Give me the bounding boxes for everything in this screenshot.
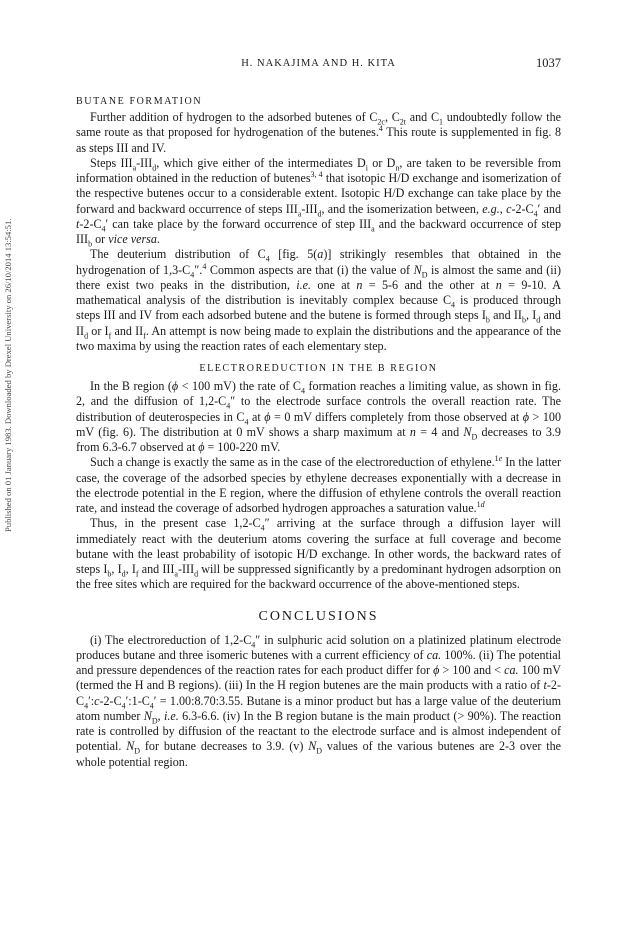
article-body bbox=[76, 96, 561, 770]
section-heading-butane: BUTANE FORMATION bbox=[76, 96, 203, 107]
download-watermark: Published on 01 January 1983. Downloaded by Drexel University on 26/10/2014 13:54:51. bbox=[3, 218, 13, 532]
paragraph: Steps $III_a-III_d$, which give either of the intermediates $D_i$ or $D_n$, are taken to be reversible from information obtained in the reduction of butenes$^{3, 4}$ that isotopic H/D exchange and isomerization of the respective butenes occur to a considerable extent. Isotopic H/D exchange can take place by the forward and backward occurrence of steps $III_a-III_d$, and the isomerization between, e.g., $c-2-C_4'$ and $t-2-C_4'$ can take place by the forward occurrence of step $III_a$ and the backward occurrence of step $III_b$ or vice versa. bbox=[76, 155, 562, 249]
paragraph: Thus, in the present case $1,2-C_4''$ arriving at the surface through a diffusion layer will immediately react with the deuterium atoms covering the surface at full coverage and become butane with the least probability of isotopic H/D exchange. In other words, the backward rates of steps $I_b$, $I_d$, $I_f$ and $III_a-III_d$ will be suppressed significantly by a predominant hydrogen adsorption on the free sites which are required for the backward occurrence of the above-mentioned steps. bbox=[76, 516, 561, 592]
running-header bbox=[76, 56, 561, 72]
paragraph: In the B region (ϕ < 100 mV) the rate of $C_4$ formation reaches a limiting value, as shown in fig. 2, and the diffusion of $1,2-C_4''$ to the electrode surface controls the overall reaction rate. The distribution of deuterospecies in $C_4$ at ϕ = 0 mV differs completely from those observed at ϕ > 100 mV (fig. 6). The distribution at 0 mV shows a sharp maximum at n = 4 and $N_D$ decreases to 3.9 from 6.3-6.7 observed at ϕ = 100-220 mV. bbox=[76, 379, 561, 454]
page-number: 1037 bbox=[536, 56, 561, 70]
paragraph: Such a change is exactly the same as in the case of the electroreduction of ethylene.$^{1e}$ In the latter case, the coverage of the adsorbed species by ethylene decreases exponentially with a decrease in the electrode potential in the E region, where the diffusion of ethylene controls the overall reaction rate, and instead the coverage of adsorbed hydrogen approaches a saturation value.$^{1d}$ bbox=[76, 454, 561, 515]
section-heading-conclusions: CONCLUSIONS bbox=[258, 608, 379, 624]
paragraph: Further addition of hydrogen to the adsorbed butenes of $C_{2c}$, $C_{2t}$ and $C_1$ undoubtedly follow the same route as that proposed for hydrogenation of the butenes.$^4$ This route is supplemented in fig. 8 as steps III and IV. bbox=[76, 110, 561, 155]
paragraph: (i) The electroreduction of $1,2-C_4''$ in sulphuric acid solution on a platinized platinum electrode produces butane and three isomeric butenes with a current efficiency of ca. 100%. (ii) The potential and pressure dependences of the reaction rates for each product differ for ϕ > 100 and < ca. 100 mV (termed the H and B regions). (iii) In the H region butenes are the main products with a ratio of $t-2-C_4':c-2-C_4':1-C_4'$ = 1.00:8.70:3.55. Butane is a minor product but has a large value of the deuterium atom number $N_D$, i.e. 6.3-6.6. (iv) In the B region butane is the main product (> 90%). The reaction rate is controlled by diffusion of the reactant to the electrode surface and is almost independent of potential. $N_D$ for butane decreases to 3.9. (v) $N_D$ values of the various butenes are 2-3 over the whole potential region. bbox=[76, 632, 562, 769]
paragraph: The deuterium distribution of $C_4$ [fig. 5(a)] strikingly resembles that obtained in the hydrogenation of $1,3-C_4''.^4$ Common aspects are that (i) the value of $N_D$ is almost the same and (ii) there exist two peaks in the distribution, i.e. one at n = 5-6 and the other at n = 9-10. A mathematical analysis of the distribution is inevitably complex because $C_4$ is produced through steps III and IV from each adsorbed butene and the butene is formed through steps $I_b$ and $II_b$, $I_d$ and $II_d$ or $I_f$ and $II_f$. An attempt is now being made to explain the distributions and the appearance of the two maxima by using the reaction rates of each elementary step. bbox=[76, 247, 562, 353]
header-authors: H. NAKAJIMA AND H. KITA bbox=[241, 58, 396, 69]
section-heading-electroreduction: ELECTROREDUCTION IN THE B REGION bbox=[199, 363, 438, 374]
